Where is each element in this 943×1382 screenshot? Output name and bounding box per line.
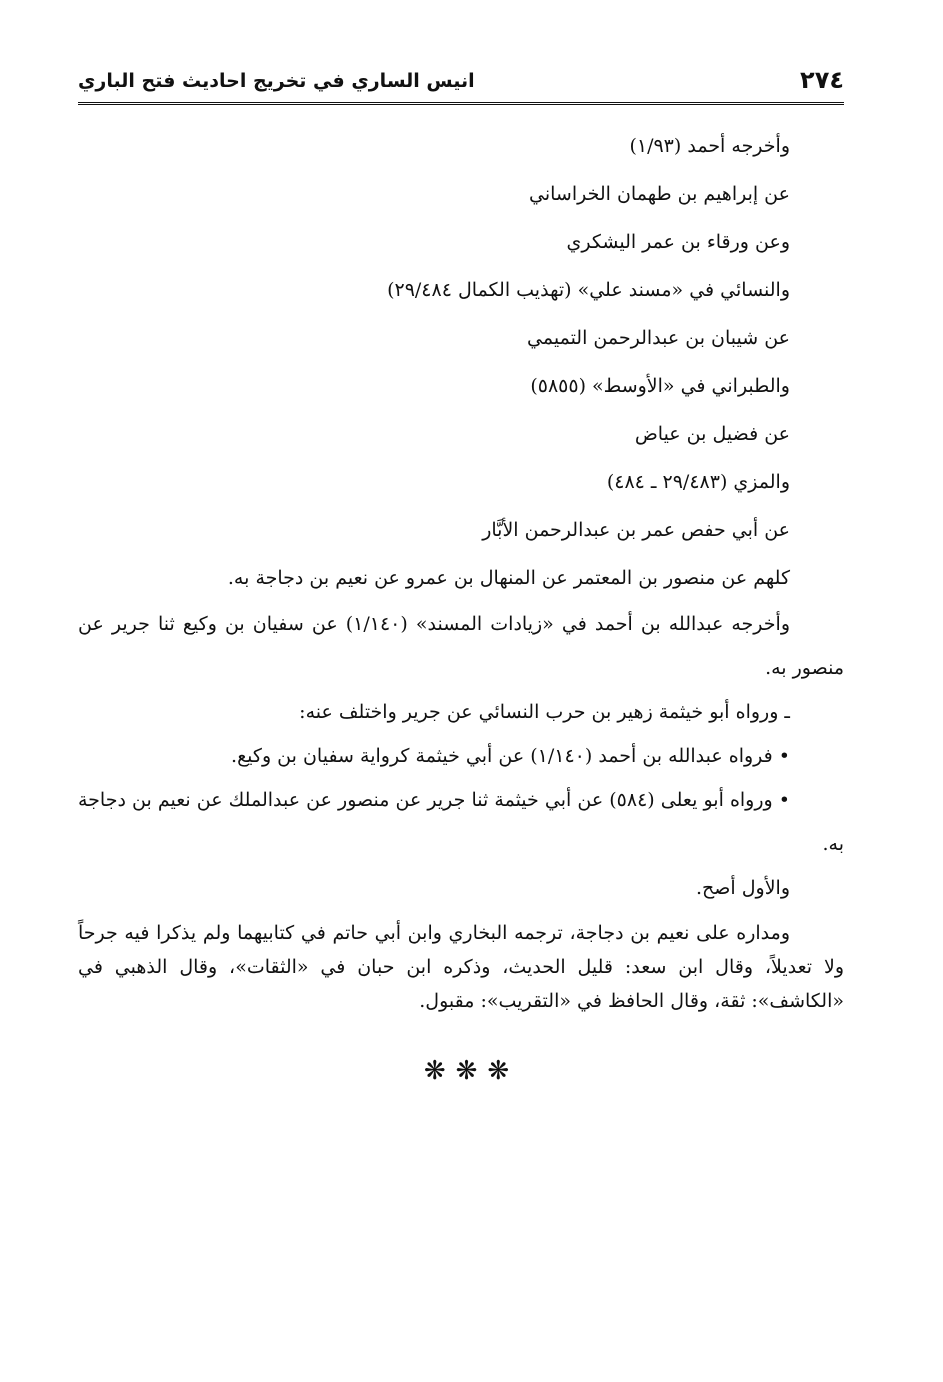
main-text (78, 122, 844, 1018)
text-line: وأخرجه أحمد (١/٩٣) (629, 135, 790, 157)
page-header (78, 62, 844, 105)
text-line: عن أبي حفص عمر بن عبدالرحمن الأبَّار (482, 519, 790, 541)
running-title: انيس الساري في تخريج احاديث فتح الباري (78, 70, 475, 92)
paragraph-abu-khaythama: ـ ورواه أبو خيثمة زهير بن حرب النسائي عن جرير واختلف عنه: (299, 701, 790, 723)
bullet-item: • ورواه أبو يعلى (٥٨٤) عن أبي خيثمة ثنا جرير عن منصور عن عبدالملك عن نعيم بن دجاجة به. (78, 789, 844, 855)
bullet-item: • فرواه عبدالله بن أحمد (١/١٤٠) عن أبي خيثمة كرواية سفيان بن وكيع. (231, 745, 790, 767)
paragraph-madar: ومداره على نعيم بن دجاجة، ترجمه البخاري وابن أبي حاتم في كتابيهما ولم يذكرا فيه جرحاً ولا تعديلاً، وقال ابن سعد: قليل الحديث، وذكره ابن حبان في «الثقات»، وقال الذهبي في «الكاشف»: ثقة، وقال الحافظ في «التقريب»: مقبول. (78, 922, 844, 1012)
paragraph-conclusion: والأول أصح. (695, 877, 790, 899)
text-line: عن فضيل بن عياض (634, 423, 790, 445)
text-line: والنسائي في «مسند علي» (تهذيب الكمال ٢٩/٤٨٤) (387, 279, 790, 301)
section-separator-ornament: ❋❋❋ (423, 1056, 520, 1086)
text-line: والمزي (٢٩/٤٨٣ ـ ٤٨٤) (606, 471, 790, 493)
text-line: وعن ورقاء بن عمر اليشكري (566, 231, 790, 253)
text-line: عن إبراهيم بن طهمان الخراساني (529, 183, 790, 205)
text-line: عن شيبان بن عبدالرحمن التميمي (527, 327, 790, 349)
paragraph-abdullah: وأخرجه عبدالله بن أحمد في «زيادات المسند» (١/١٤٠) عن سفيان بن وكيع ثنا جرير عن منصور به. (78, 613, 844, 679)
page-number: ٢٧٤ (800, 66, 844, 94)
text-line: والطبراني في «الأوسط» (٥٨٥٥) (530, 375, 790, 397)
text-line: كلهم عن منصور بن المعتمر عن المنهال بن عمرو عن نعيم بن دجاجة به. (227, 567, 790, 589)
